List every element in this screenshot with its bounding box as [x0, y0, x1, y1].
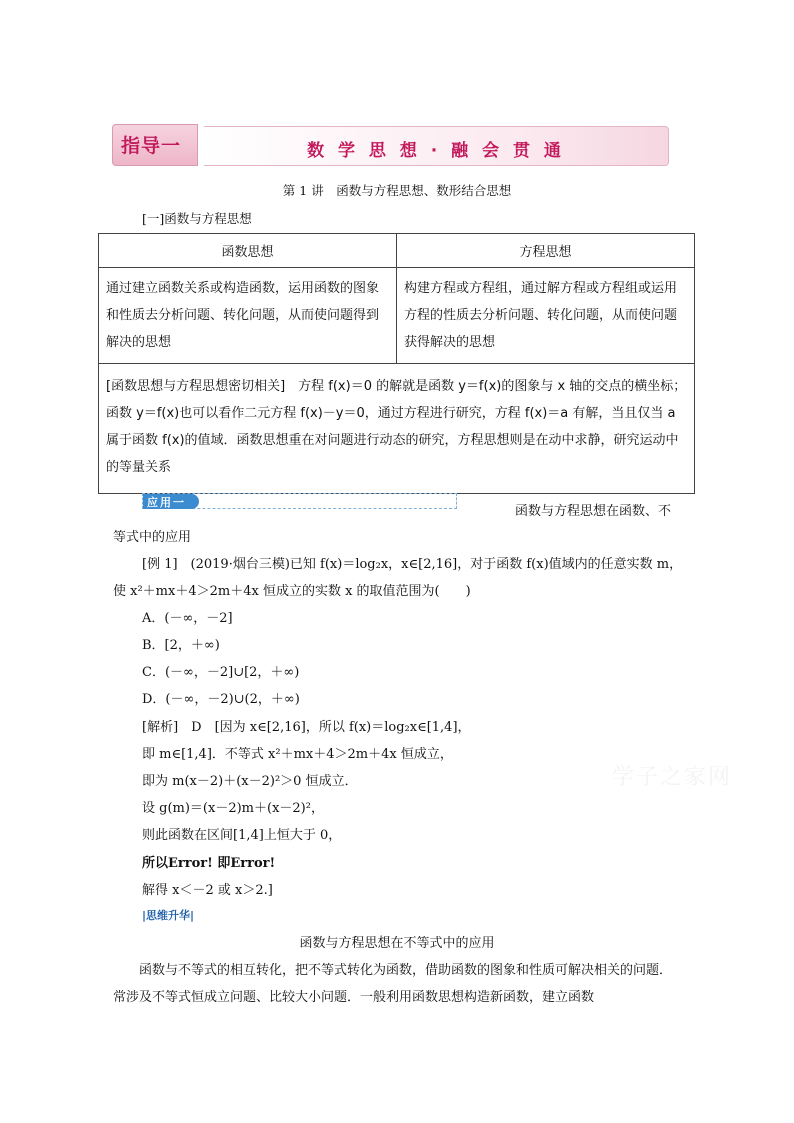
solution-line-6: 所以Error! 即Error!	[142, 856, 276, 871]
application-tag-label	[143, 494, 199, 509]
table-cell-relation: [函数思想与方程思想密切相关] 方程 f(x)＝0 的解就是函数 y＝f(x)的图象与 x 轴的交点的横坐标；函数 y＝f(x)也可以看作二元方程 f(x)－y＝0，通过方程进行研究，方程 f(x)＝a 有解，当且仅当 a 属于函数 f(x)的值域．函数思想重在对问题进行动态的研究，方程思想则是在动中求静，研究运动中的等量关系	[106, 379, 687, 475]
solution-line-5: 则此函数在区间[1,4]上恒大于 0，	[142, 828, 342, 843]
section-title: [一]函数与方程思想	[142, 211, 252, 226]
concept-table	[98, 233, 695, 494]
banner-topic-text: 数 学 思 想 · 融 会 贯 通	[307, 141, 565, 161]
solution-line-7: 解得 x＜－2 或 x＞2.]	[142, 883, 273, 898]
solution-line-1: [解析] D [因为 x∈[2,16]，所以 f(x)＝log₂x∈[1,4]，	[142, 720, 471, 735]
application-tag-text: 应用一	[147, 496, 186, 509]
option-c: C．(－∞，－2]∪[2，＋∞)	[142, 665, 300, 680]
table-header-function: 函数思想	[99, 234, 397, 268]
option-a: A．(－∞，－2]	[142, 611, 233, 626]
option-b: B．[2，＋∞)	[142, 638, 220, 653]
banner-chapter-label	[112, 124, 198, 166]
banner-chapter-text: 指导一	[121, 135, 182, 157]
solution-line-4: 设 g(m)＝(x－2)m＋(x－2)²，	[142, 801, 324, 816]
example-line-2: 使 x²＋mx＋4＞2m＋4x 恒成立的实数 x 的取值范围为( )	[113, 584, 471, 599]
table-cell-function: 通过建立函数关系或构造函数，运用函数的图象和性质去分析问题、转化问题，从而使问题得到解决的思想	[106, 281, 380, 350]
banner-topic	[204, 126, 669, 166]
table-cell-equation: 构建方程或方程组，通过解方程或方程组或运用方程的性质去分析问题、转化问题，从而使问题获得解决的思想	[404, 281, 678, 350]
application-title-part2: 等式中的应用	[113, 530, 192, 545]
sub-title: 函数与方程思想在不等式中的应用	[299, 936, 495, 951]
option-d: D．(－∞，－2)∪(2，＋∞)	[142, 692, 300, 707]
solution-line-2: 即 m∈[1,4]．不等式 x²＋mx＋4＞2m＋4x 恒成立，	[142, 747, 453, 762]
watermark: 学子之家网	[612, 765, 733, 790]
summary-paragraph: 函数与不等式的相互转化，把不等式转化为函数，借助函数的图象和性质可解决相关的问题．常涉及不等式恒成立问题、比较大小问题．一般利用函数思想构造新函数，建立函数	[113, 963, 673, 1005]
solution-line-3: 即为 m(x－2)＋(x－2)²＞0 恒成立．	[142, 774, 358, 789]
table-header-equation: 方程思想	[397, 234, 695, 268]
example-line-1: [例 1] (2019·烟台三模)已知 f(x)＝log₂x，x∈[2,16]，对于函数 f(x)值域内的任意实数 m，	[142, 557, 683, 572]
chapter-banner	[112, 124, 669, 166]
thinking-tag: |思维升华|	[142, 909, 195, 922]
application-tag	[142, 493, 457, 509]
lecture-title: 第 1 讲 函数与方程思想、数形结合思想	[282, 183, 512, 198]
application-title-part1: 函数与方程思想在函数、不	[515, 504, 672, 519]
